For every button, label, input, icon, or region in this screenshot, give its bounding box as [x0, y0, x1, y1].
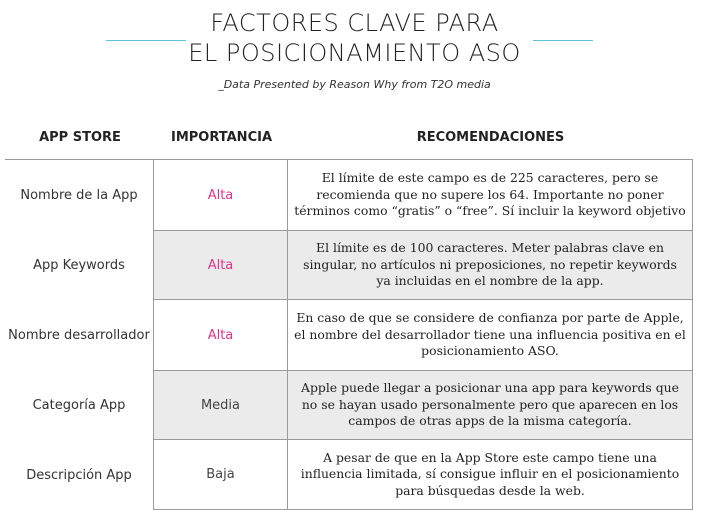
- page-title-line1: FACTORES CLAVE PARA: [210, 9, 499, 37]
- recommendation-cell: El límite de este campo es de 225 caracteres, pero se recomienda que no supere los 64. Importante no poner términos como “gratis” o “free”. Sí incluir la keyword objetivo: [288, 160, 693, 230]
- header-importancia: IMPORTANCIA: [170, 130, 273, 145]
- recommendation-cell: A pesar de que en la App Store este campo tiene una influencia limitada, sí consigue influir en el posicionamiento para búsquedas desde la web.: [288, 440, 693, 510]
- table-row: [5, 230, 693, 300]
- importance-cell: Baja: [153, 440, 288, 510]
- page-subtitle: _Data Presented by Reason Why from T2O media: [218, 78, 491, 91]
- table-row: [5, 300, 693, 370]
- importance-cell: Alta: [153, 230, 288, 300]
- importance-cell: Alta: [153, 300, 288, 370]
- recommendation-cell: Apple puede llegar a posicionar una app para keywords que no se hayan usado personalmente pero que aparecen en los campos de otras apps de la misma categoría.: [288, 370, 693, 440]
- header-app-store: APP STORE: [39, 130, 121, 145]
- importance-cell: Alta: [153, 160, 288, 230]
- page-title-line2: EL POSICIONAMIENTO ASO: [188, 39, 521, 67]
- title-rule-right: [533, 40, 593, 41]
- store-cell: Descripción App: [26, 467, 132, 483]
- header-recomendaciones: RECOMENDACIONES: [416, 130, 565, 145]
- table-header: [5, 124, 693, 160]
- table-row: [5, 440, 693, 510]
- title-block: [0, 8, 709, 68]
- title-rule-left: [106, 40, 186, 41]
- factors-table: [5, 160, 693, 510]
- store-cell: Nombre de la App: [20, 187, 138, 203]
- recommendation-cell: El límite es de 100 caracteres. Meter palabras clave en singular, no artículos ni preposiciones, no repetir keywords ya incluidas en el nombre de la app.: [288, 230, 693, 300]
- store-cell: Categoría App: [32, 397, 126, 413]
- table-row: [5, 160, 693, 230]
- table-row: [5, 370, 693, 440]
- importance-cell: Media: [153, 370, 288, 440]
- store-cell: App Keywords: [33, 257, 125, 273]
- store-cell: Nombre desarrollador: [8, 327, 150, 343]
- recommendation-cell: En caso de que se considere de confianza por parte de Apple, el nombre del desarrollador tiene una influencia positiva en el posicionamiento ASO.: [288, 300, 693, 370]
